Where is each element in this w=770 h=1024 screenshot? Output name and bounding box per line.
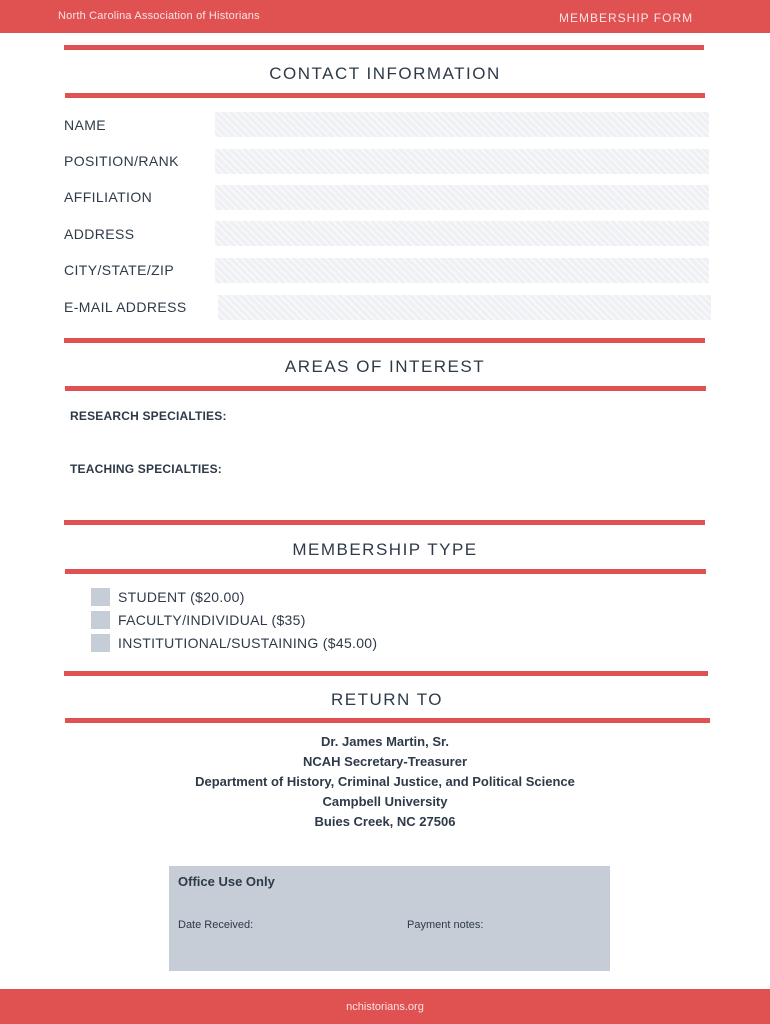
footer-bar — [0, 989, 770, 1024]
return-address-line: NCAH Secretary-Treasurer — [302, 754, 468, 769]
student-checkbox[interactable] — [91, 588, 110, 606]
position-rank-input[interactable] — [215, 149, 709, 174]
affiliation-label: AFFILIATION — [64, 189, 153, 205]
faculty-option-label: FACULTY/INDIVIDUAL ($35) — [118, 612, 306, 628]
section-rule — [64, 520, 705, 525]
student-option-label: STUDENT ($20.00) — [118, 589, 245, 605]
return-address-line: Department of History, Criminal Justice, and Political Science — [195, 774, 575, 789]
institutional-option-label: INSTITUTIONAL/SUSTAINING ($45.00) — [118, 635, 378, 651]
section-rule — [65, 718, 710, 723]
payment-notes-label: Payment notes: — [407, 919, 484, 931]
return-section-title: RETURN TO — [330, 690, 444, 709]
office-use-box — [169, 866, 610, 971]
section-rule — [65, 569, 706, 574]
faculty-checkbox[interactable] — [91, 611, 110, 629]
return-address — [64, 732, 706, 832]
membership-section-title: MEMBERSHIP TYPE — [292, 540, 478, 559]
address-input[interactable] — [215, 221, 709, 246]
return-address-line: Buies Creek, NC 27506 — [314, 814, 456, 829]
interests-section-title: AREAS OF INTEREST — [284, 357, 486, 376]
date-received-label: Date Received: — [178, 919, 254, 931]
city-state-zip-label: CITY/STATE/ZIP — [64, 262, 175, 278]
form-label: MEMBERSHIP FORM — [559, 11, 694, 25]
research-specialties-label: RESEARCH SPECIALTIES: — [70, 409, 227, 423]
section-rule — [64, 338, 705, 343]
section-rule — [64, 671, 708, 676]
header-bar — [0, 0, 770, 33]
affiliation-input[interactable] — [215, 185, 709, 210]
contact-section-title: CONTACT INFORMATION — [269, 64, 501, 83]
return-address-line: Dr. James Martin, Sr. — [321, 734, 449, 749]
city-state-zip-input[interactable] — [215, 258, 709, 283]
membership-option-institutional[interactable] — [91, 633, 377, 653]
address-label: ADDRESS — [64, 226, 135, 242]
membership-option-faculty[interactable] — [91, 610, 306, 630]
name-label: NAME — [64, 117, 107, 133]
email-label: E-MAIL ADDRESS — [64, 299, 187, 315]
return-address-line: Campbell University — [322, 794, 448, 809]
institutional-checkbox[interactable] — [91, 634, 110, 652]
teaching-specialties-label: TEACHING SPECIALTIES: — [70, 462, 222, 476]
position-rank-label: POSITION/RANK — [64, 153, 179, 169]
section-rule — [64, 45, 704, 50]
name-input[interactable] — [215, 112, 709, 137]
footer-website-link[interactable]: nchistorians.org — [346, 1001, 424, 1013]
office-use-title: Office Use Only — [178, 874, 275, 889]
email-input[interactable] — [218, 295, 711, 320]
section-rule — [65, 386, 706, 391]
membership-option-student[interactable] — [91, 587, 245, 607]
org-name: North Carolina Association of Historians — [58, 10, 260, 22]
section-rule — [65, 93, 705, 98]
